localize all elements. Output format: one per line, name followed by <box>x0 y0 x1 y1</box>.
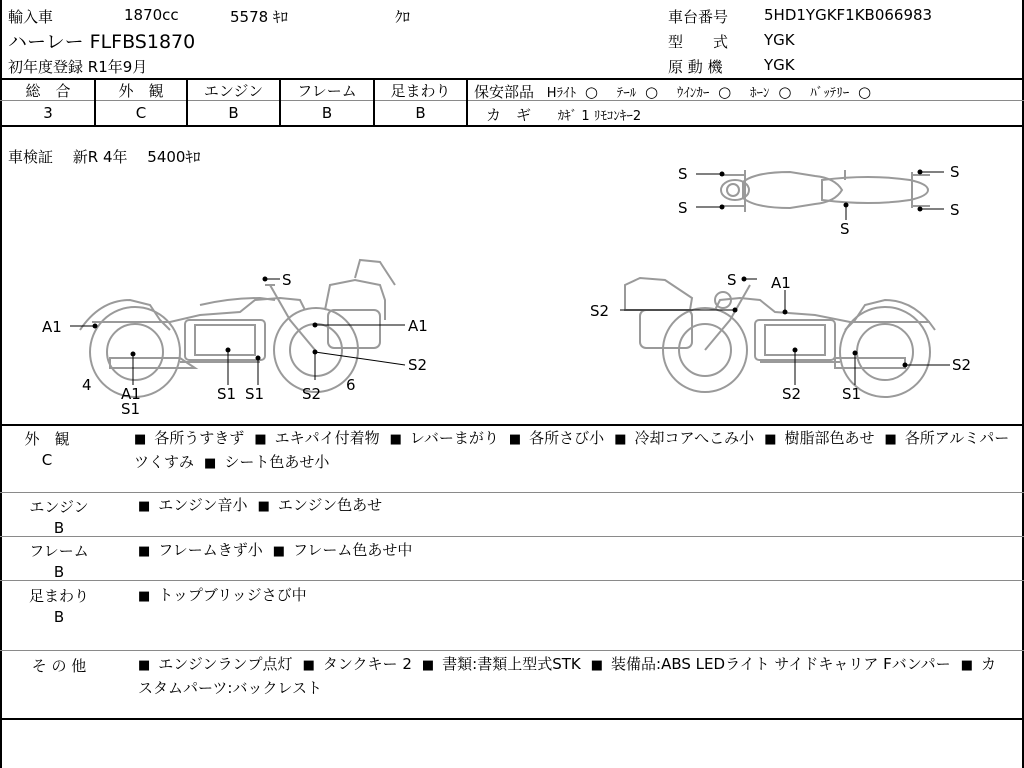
note-frame-item: ■ フレームきず小 <box>138 541 263 559</box>
damage-diagram <box>0 127 1024 425</box>
note-exterior-label: 外 観 <box>24 430 70 448</box>
grade-overall-label: 総 合 <box>25 82 71 100</box>
grade-suspension <box>375 80 466 122</box>
notes-sep-3 <box>0 580 1024 581</box>
note-exterior-grade: C <box>41 451 53 469</box>
note-other-text <box>138 653 1008 699</box>
safety-tail-mark: ○ <box>645 83 659 101</box>
grade-exterior <box>96 80 186 122</box>
note-other-label: そ の 他 <box>31 657 87 675</box>
safety-row <box>474 81 871 102</box>
note-suspension-item: ■ トップブリッジさび中 <box>138 586 307 604</box>
note-exterior-item: ■ 各所アルミパーツくすみ <box>134 429 1009 471</box>
grade-suspension-label: 足まわり <box>390 82 451 100</box>
right-label-s2-bag: S2 <box>590 302 610 320</box>
safety-label: 保安部品 <box>474 83 535 101</box>
note-frame-item: ■ フレーム色あせ中 <box>273 541 413 559</box>
engine-label: 原 動 機 <box>668 58 723 76</box>
right-label-s1: S1 <box>842 385 862 403</box>
left-label-tire-front: 6 <box>346 376 356 394</box>
import-label: 輸入車 <box>8 8 54 26</box>
safety-headlight-mark: ○ <box>584 83 598 101</box>
grade-overall <box>2 80 94 122</box>
key-label: カ ギ <box>486 106 532 124</box>
inspection-info: 車検証 新R 4年 5400ｷﾛ <box>8 148 201 166</box>
left-label-a1-rear: A1 <box>42 318 62 336</box>
safety-battery: ﾊﾞｯﾃﾘｰ <box>810 86 850 101</box>
note-exterior-text <box>134 427 1014 475</box>
note-suspension-text <box>138 584 1008 608</box>
notes-sep-4 <box>0 650 1024 651</box>
left-label-s1-frame: S1 <box>245 385 265 403</box>
safety-battery-mark: ○ <box>857 83 872 101</box>
mileage: 5578 ｷﾛ <box>230 8 288 26</box>
note-other-item: ■ 装備品:ABS LEDライト サイドキャリア Fバンパー <box>591 655 951 673</box>
top-label-5: S <box>840 220 850 238</box>
safety-tail: ﾃｰﾙ <box>616 86 637 101</box>
grade-frame-value: B <box>321 104 333 122</box>
grade-frame-label: フレーム <box>297 82 357 100</box>
note-frame-label-block <box>14 540 104 581</box>
note-other-item: ■ タンクキー 2 <box>303 655 412 673</box>
note-engine-text <box>138 494 1008 518</box>
note-other-item: ■ 書類:書類上型式STK <box>422 655 581 673</box>
grade-exterior-label: 外 観 <box>118 82 164 100</box>
top-label-2: S <box>678 199 688 217</box>
maker-model: ハーレー FLFBS1870 <box>8 31 196 53</box>
color: ｸﾛ <box>395 8 411 26</box>
top-label-3: S <box>950 163 960 181</box>
note-exterior-item: ■ レバーまがり <box>390 429 499 447</box>
grade-engine <box>188 80 279 122</box>
note-exterior-item: ■ 樹脂部色あせ <box>764 429 874 447</box>
note-exterior-item: ■ シート色あせ小 <box>204 453 329 471</box>
left-label-tire-rear: 4 <box>82 376 92 394</box>
grade-engine-label: エンジン <box>203 82 264 100</box>
key-value: ｶｷﾞ 1 ﾘﾓｺﾝｷｰ2 <box>557 109 642 124</box>
note-exterior-item: ■ 冷却コアへこみ小 <box>614 429 754 447</box>
grade-frame <box>281 80 373 122</box>
safety-horn: ﾎｰﾝ <box>750 86 770 101</box>
left-label-a1-muffler: A1 <box>121 385 141 403</box>
notes-sep-1 <box>0 492 1024 493</box>
note-exterior-item: ■ 各所うすきず <box>134 429 244 447</box>
left-label-a1-front: A1 <box>408 317 428 335</box>
safety-horn-mark: ○ <box>778 83 792 101</box>
left-label-s2-fork: S2 <box>302 385 322 403</box>
note-frame-label: フレーム <box>29 542 89 560</box>
grade-engine-value: B <box>228 104 239 122</box>
left-label-s1-engine: S1 <box>217 385 237 403</box>
safety-headlight: Hﾗｲﾄ <box>546 86 577 101</box>
note-suspension-label-block <box>14 585 104 626</box>
grade-col-5 <box>466 79 468 126</box>
left-label-s2-front: S2 <box>408 356 428 374</box>
note-engine-label-block <box>14 496 104 537</box>
top-label-1: S <box>678 165 688 183</box>
right-label-a1: A1 <box>771 274 791 292</box>
model-label: 型 式 <box>668 33 729 51</box>
note-frame-text <box>138 539 1008 563</box>
right-label-s2-rear: S2 <box>952 356 972 374</box>
note-suspension-label: 足まわり <box>28 587 89 605</box>
note-frame-grade: B <box>53 563 65 581</box>
notes-sep-2 <box>0 536 1024 537</box>
note-other-item: ■ カスタムパーツ:バックレスト <box>138 655 996 697</box>
frame-no-label: 車台番号 <box>668 8 729 26</box>
note-other-item: ■ エンジンランプ点灯 <box>138 655 293 673</box>
note-exterior-item: ■ 各所さび小 <box>509 429 604 447</box>
grade-exterior-value: C <box>135 104 147 122</box>
safety-winker: ｳｲﾝｶｰ <box>676 86 710 101</box>
notes-top <box>0 424 1024 426</box>
note-engine-grade: B <box>53 519 65 537</box>
left-label-s1-muffler: S1 <box>121 400 141 418</box>
left-label-s: S <box>282 271 292 289</box>
grade-overall-value: 3 <box>43 104 53 122</box>
frame-no: 5HD1YGKF1KB066983 <box>764 6 933 24</box>
note-engine-item: ■ エンジン音小 <box>138 496 248 514</box>
note-other-label-block <box>14 655 104 676</box>
bike-right-view <box>625 278 935 397</box>
engine-code: YGK <box>764 56 795 74</box>
grade-suspension-value: B <box>415 104 426 122</box>
bike-top-view <box>720 170 930 212</box>
note-engine-label: エンジン <box>29 498 89 516</box>
displacement: 1870cc <box>124 6 179 24</box>
notes-bottom <box>0 718 1024 720</box>
right-label-s2-engine: S2 <box>782 385 802 403</box>
note-engine-item: ■ エンジン色あせ <box>258 496 383 514</box>
model-code: YGK <box>764 31 795 49</box>
note-exterior-item: ■ エキパイ付着物 <box>254 429 379 447</box>
note-suspension-grade: B <box>53 608 65 626</box>
top-label-4: S <box>950 201 960 219</box>
safety-winker-mark: ○ <box>718 83 732 101</box>
first-registration: 初年度登録 R1年9月 <box>8 58 148 76</box>
right-label-s: S <box>727 271 737 289</box>
note-exterior-label-block <box>2 428 92 469</box>
key-row <box>486 104 641 125</box>
